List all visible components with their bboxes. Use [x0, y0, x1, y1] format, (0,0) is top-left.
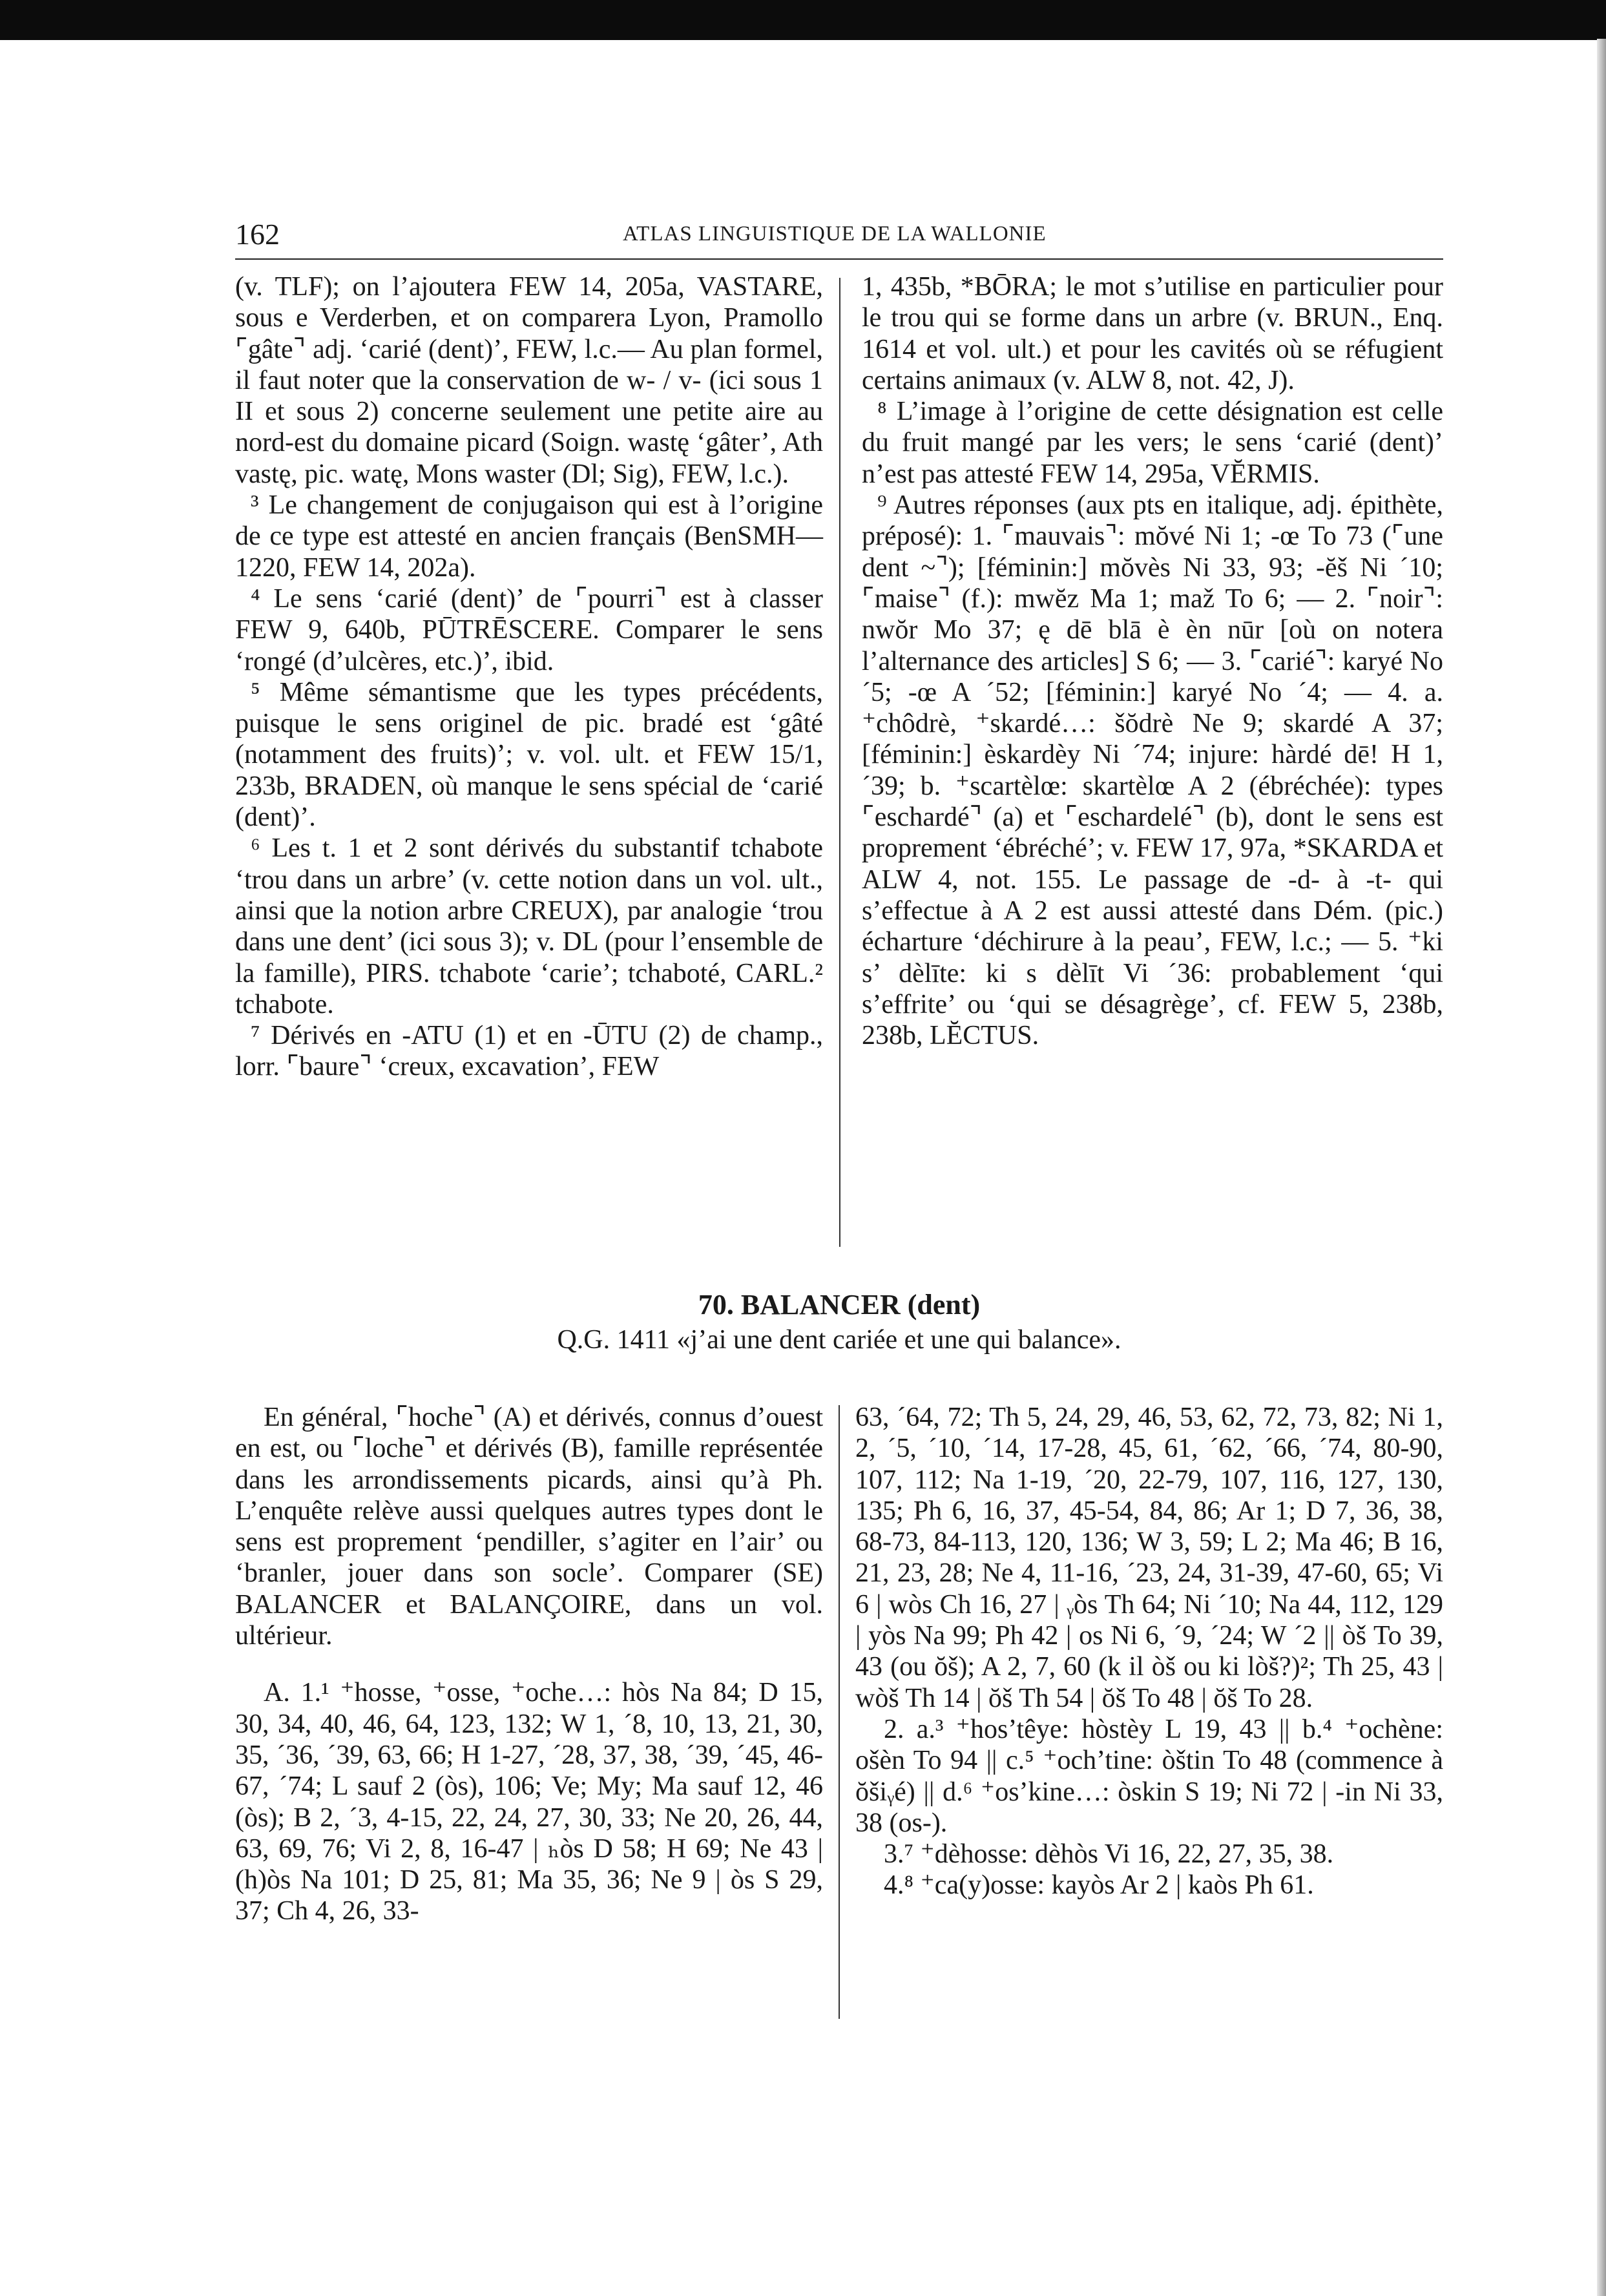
footnote-4: ⁴ Le sens ‘carié (dent)’ de ⌜pourri⌝ est à classer FEW 9, 640b, PŪTRĒSCERE. Comparer le sens ‘rongé (d’ulcères, etc.)’, ibid.	[235, 583, 823, 676]
running-head	[235, 213, 1443, 260]
note-paragraph: 1, 435b, *BŌRA; le mot s’utilise en particulier pour le trou qui se forme dans un arbre (v. BRUN., Enq. 1614 et vol. ult.) et pour les cavités où se réfugient certains animaux (v. ALW 8, not. 42, J).	[862, 272, 1443, 395]
scan-right-edge	[1597, 39, 1606, 2296]
notes-column-left	[235, 271, 823, 1240]
item-3-paragraph: 3.⁷ ⁺dèhosse: dèhòs Vi 16, 22, 27, 35, 38.	[884, 1839, 1334, 1870]
page-number: 162	[235, 218, 280, 251]
scan-top-edge	[0, 0, 1606, 40]
footnote-8: ⁸ L’image à l’origine de cette désignation est celle du fruit mangé par les vers; le sens ‘carié (dent)’ n’est pas attesté FEW 14, 295a, VĔRMIS.	[862, 397, 1443, 489]
column-divider	[839, 278, 840, 1247]
running-title: ATLAS LINGUISTIQUE DE LA WALLONIE	[623, 222, 1047, 245]
note-paragraph: (v. TLF); on l’ajoutera FEW 14, 205a, VASTARE, sous e Verderben, et on comparera Lyon, Pramollo ⌜gâte⌝ adj. ‘carié (dent)’, FEW, l.c.— Au plan formel, il faut noter que la conservation de w- / v- (ici sous 1 II et sous 2) concerne seulement une petite aire au nord-est du domaine picard (Soign. wastę ‘gâter’, Ath vastę, pic. watę, Mons waster (Dl; Sig), FEW, l.c.).	[235, 272, 823, 489]
entry-question: Q.G. 1411 «j’ai une dent cariée et une qui balance».	[557, 1325, 1121, 1355]
footnote-5: ⁵ Même sémantisme que les types précédents, puisque le sens originel de pic. bradé est ‘gâté (notamment des fruits)’; v. vol. ult. et FEW 15/1, 233b, BRADEN, où manque le sens spécial de ‘carié (dent)’.	[235, 677, 823, 833]
notes-column-right	[862, 271, 1443, 1240]
column-divider	[839, 1405, 840, 2019]
book-page	[235, 213, 1443, 2022]
continuation-paragraph: 63, ´64, 72; Th 5, 24, 29, 46, 53, 62, 72, 73, 82; Ni 1, 2, ´5, ´10, ´14, 17-28, 45, 61, ´62, ´66, ´74, 80-90, 107, 112; Na 1-19, ´20, 22-79, 107, 116, 127, 130, 135; Ph 6, 16, 37, 45-54, 84, 86; Ar 1; D 7, 36, 38, 68-73, 84-113, 120, 136; W 3, 59; L 2; Ma 46; B 16, 21, 23, 28; Ne 4, 11-16, ´23, 24, 31-39, 47-60, 65; Vi 6 | wòs Ch 16, 27 | ᵧòs Th 64; Ni ´10; Na 44, 112, 129 | yòs Na 99; Ph 42 | os Ni 6, ´9, ´24; W ´2 || òš To 39, 43 (ou ŏš); A 2, 7, 60 (k il òš ou ki lòš?)²; Th 25, 43 | wòš Th 14 | ŏš Th 54 | ŏš To 48 | ŏš To 28.	[855, 1403, 1443, 1713]
footnote-3: ³ Le changement de conjugaison qui est à l’origine de ce type est attesté en ancien français (BenSMH—1220, FEW 14, 202a).	[235, 490, 823, 583]
entry-heading: 70. BALANCER (dent)	[698, 1289, 981, 1320]
section-a-paragraph: A. 1.¹ ⁺hosse, ⁺osse, ⁺oche…: hòs Na 84; D 15, 30, 34, 40, 46, 64, 123, 132; W 1, ´8, 10, 13, 21, 30, 35, ´36, ´39, 63, 66; H 1-27, ´28, 37, 38, ´39, ´45, 46-67, ´74; L sauf 2 (òs), 106; Ve; My; Ma sauf 12, 46 (òs); B 2, ´3, 4-15, 22, 24, 27, 30, 33; Ne 20, 26, 44, 63, 69, 76; Vi 2, 8, 16-47 | ₕòs D 58; H 69; Ne 43 | (h)òs Na 101; D 25, 81; Ma 35, 36; Ne 9 | òs S 29, 37; Ch 4, 26, 33-	[235, 1678, 823, 1926]
footnote-9: ⁹ Autres réponses (aux pts en italique, adj. épithète, préposé): 1. ⌜mauvais⌝: mŏvé Ni 1; -œ To 73 (⌜une dent ~⌝); [féminin:] mŏvès Ni 33, 93; -ĕš Ni ´10; ⌜maise⌝ (f.): mwĕz Ma 1; maž To 6; — 2. ⌜noir⌝: nwŏr Mo 37; ę dē blā è èn nūr [où on notera l’alternance des articles] S 6; — 3. ⌜carié⌝: karyé No ´5; -œ A ´52; [féminin:] karyé No ´4; — 4. a. ⁺chôdrè, ⁺skardé…: šŏdrè Ne 9; skardé A 37; [féminin:] èskardèy Ni ´74; injure: hàrdé dē! H 1, ´39; b. ⁺scartèlœ: skartèlœ A 2 (ébréchée): types ⌜eschardé⌝ (a) et ⌜eschardelé⌝ (b), dont le sens est proprement ‘ébréché’; v. FEW 17, 97a, *SKARDA et ALW 4, not. 155. Le passage de -d- à -t- qui s’effectue à A 2 est aussi attesté dans Dém. (pic.) écharture ‘déchirure à la peau’, FEW, l.c.; — 5. ⁺ki s’ dèlīte: ki s dèlīt Vi ´36: probablement ‘qui s’effrite’ ou ‘qui se désagrège’, cf. FEW 5, 238b, 238b, LĔCTUS.	[862, 490, 1443, 1051]
body-column-right	[855, 1402, 1443, 2022]
item-4-paragraph: 4.⁸ ⁺ca(y)osse: kayòs Ar 2 | kaòs Ph 61.	[884, 1870, 1314, 1901]
footnote-7: ⁷ Dérivés en -ATU (1) et en -ŪTU (2) de champ., lorr. ⌜baure⌝ ‘creux, excavation’, FEW	[235, 1021, 823, 1082]
footnote-6: ⁶ Les t. 1 et 2 sont dérivés du substantif tchabote ‘trou dans un arbre’ (v. cette notion dans un vol. ult., ainsi que la notion arbre CREUX), par analogie ‘trou dans une dent’ (ici sous 3); v. DL (pour l’ensemble de la famille), PIRS. tchabote ‘carie’; tchaboté, CARL.² tchabote.	[235, 833, 823, 1019]
body-column-left	[235, 1402, 823, 2022]
item-2-paragraph: 2. a.³ ⁺hos’têye: hòstèy L 19, 43 || b.⁴ ⁺ochène: ošèn To 94 || c.⁵ ⁺och’tine: òštin To 48 (commence à ŏšiᵧé) || d.⁶ ⁺os’kine…: òskin S 19; Ni 72 | -in Ni 33, 38 (os-).	[855, 1714, 1443, 1838]
intro-paragraph: En général, ⌜hoche⌝ (A) et dérivés, connus d’ouest en est, ou ⌜loche⌝ et dérivés (B), famille représentée dans les arrondissements picards, ainsi qu’à Ph. L’enquête relève aussi quelques autres types dont le sens est proprement ‘pendiller, s’agiter en l’air’ ou ‘branler, jouer dans son socle’. Comparer (SE) BALANCER et BALANÇOIRE, dans un vol. ultérieur.	[235, 1403, 823, 1651]
